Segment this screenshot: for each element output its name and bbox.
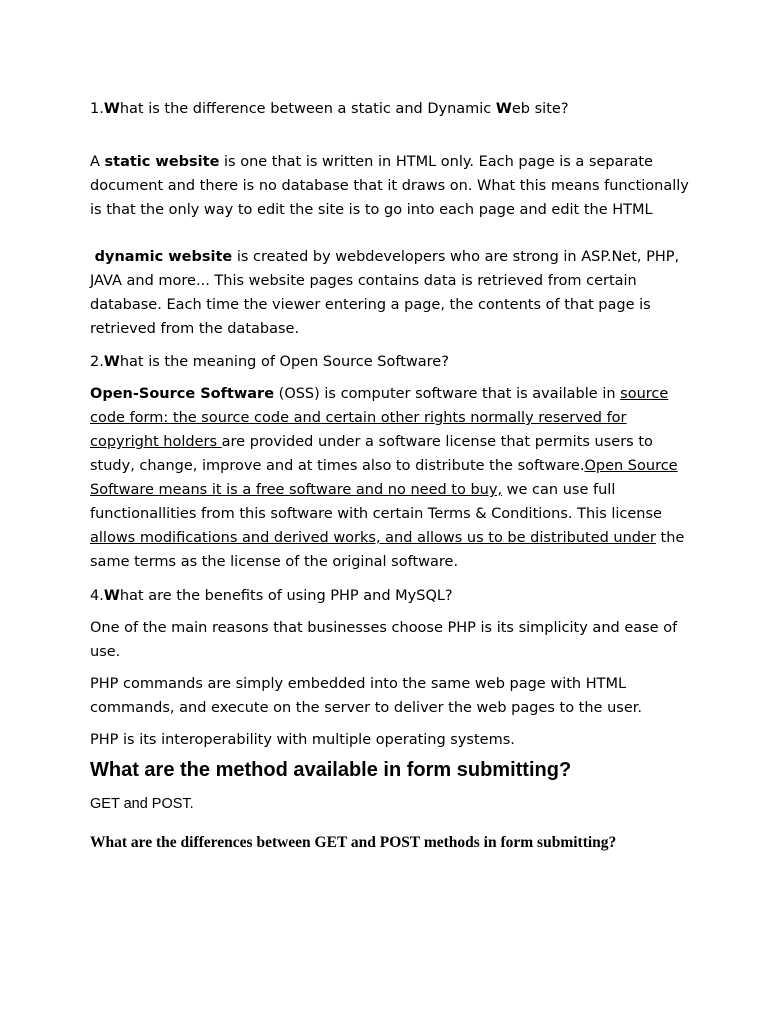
oss-paragraph <box>90 382 690 574</box>
q2-rest: hat is the meaning of Open Source Software? <box>119 354 449 370</box>
form-method-heading: What are the method available in form submitting? <box>90 759 572 781</box>
question-4-heading <box>90 584 690 608</box>
q1-w1: W <box>103 101 120 117</box>
dynamic-website-paragraph <box>90 245 690 341</box>
php-paragraph-2: PHP commands are simply embedded into the same web page with HTML commands, and execute on the server to deliver the web pages to the user. <box>90 676 642 716</box>
oss-text-4: the same terms as the license of the original software. <box>90 530 685 570</box>
get-post-differences-heading: What are the differences between GET and POST methods in form submitting? <box>90 834 617 851</box>
oss-underlined-1: source code form: the source code and certain other rights normally reserved for copyright holders <box>90 386 669 450</box>
static-website-term: static website <box>104 154 220 170</box>
dynamic-website-term: dynamic website <box>94 249 233 265</box>
q1-mid: hat is the difference between a static and Dynamic <box>119 101 496 117</box>
q4-w: W <box>103 588 120 604</box>
question-1-heading <box>90 97 690 121</box>
q2-number: 2. <box>90 354 104 370</box>
static-website-text: is one that is written in HTML only. Each page is a separate document and there is no database that it draws on. What this means functionally is that the only way to edit the site is to go into each page and edit the HTML <box>90 154 689 218</box>
static-a: A <box>90 154 105 170</box>
oss-text-2: are provided under a software license that permits users to study, change, improve and at times also to distribute the software. <box>90 434 653 474</box>
dynamic-website-text: is created by webdevelopers who are strong in ASP.Net, PHP, JAVA and more... This website pages contains data is retrieved from certain database. Each time the viewer entering a page, the contents of that page is retrieved from the database. <box>90 249 680 337</box>
static-website-paragraph <box>90 150 690 222</box>
q1-end: eb site? <box>511 101 569 117</box>
oss-underlined-3: allows modifications and derived works, and allows us to be distributed under <box>90 530 656 546</box>
q4-rest: hat are the benefits of using PHP and MySQL? <box>119 588 453 604</box>
php-paragraph-3: PHP is its interoperability with multiple operating systems. <box>90 732 515 748</box>
oss-text-3: we can use full functionallities from this software with certain Terms & Conditions. This license <box>90 482 662 522</box>
q4-number: 4. <box>90 588 104 604</box>
oss-underlined-2: Open Source Software means it is a free software and no need to buy, <box>90 458 678 498</box>
form-method-answer: GET and POST. <box>90 796 194 812</box>
q2-w: W <box>103 354 120 370</box>
oss-text-1: (OSS) is computer software that is available in <box>274 386 621 402</box>
q1-w2: W <box>495 101 512 117</box>
q1-number: 1. <box>90 101 104 117</box>
oss-term: Open-Source Software <box>90 386 275 402</box>
question-2-heading <box>90 350 690 374</box>
php-paragraph-1: One of the main reasons that businesses choose PHP is its simplicity and ease of use. <box>90 620 678 660</box>
